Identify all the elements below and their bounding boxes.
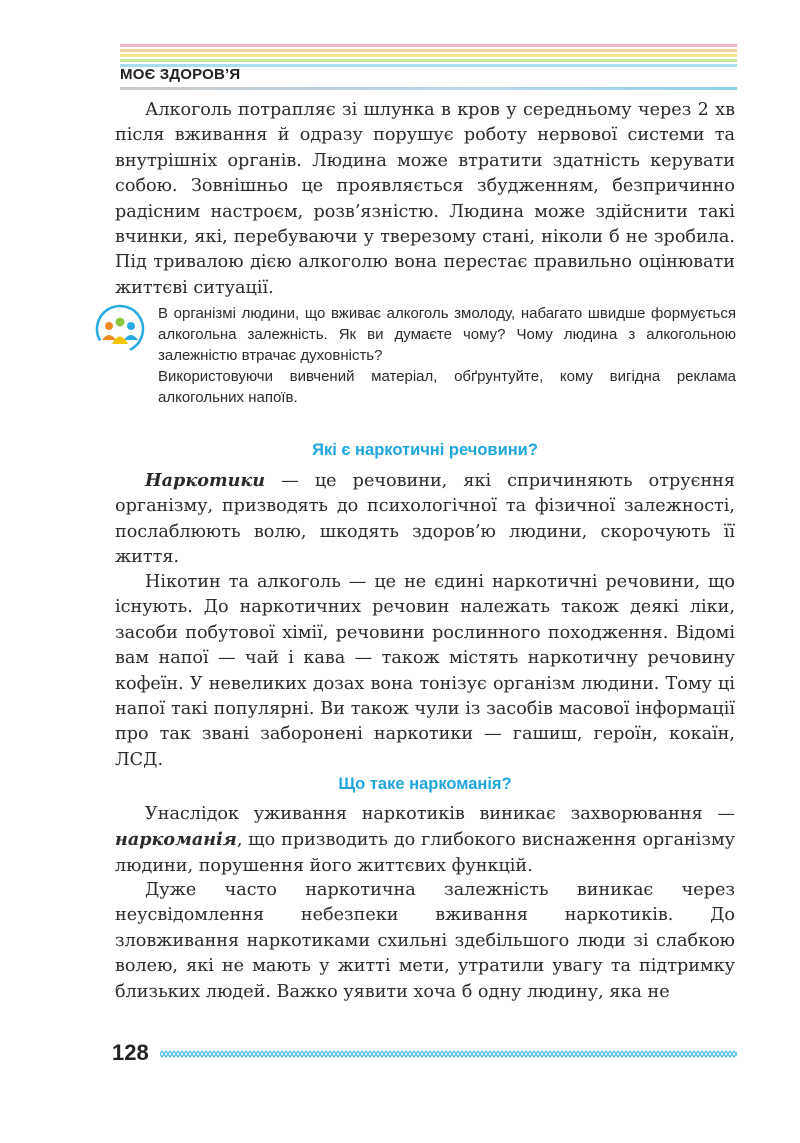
header-stripe [120, 59, 737, 62]
text-before-term: Унаслідок уживання наркотиків виникає захворювання — [145, 804, 735, 824]
header-divider [120, 87, 737, 90]
discussion-question-2: Використовуючи вивчений матеріал, обґрунтуйте, кому вигідна реклама алкогольних напоїв. [158, 368, 736, 406]
group-discussion-icon [95, 304, 145, 354]
discussion-questions [158, 303, 736, 408]
header-stripe [120, 49, 737, 52]
paragraph-alcohol-effects: Алкоголь потрапляє зі шлунка в кров у середньому через 2 хв після вживання й одразу порушує роботу нервової системи та внутрішніх органів. Людина може втратити здатність керувати собою. Зовнішньо це проявляється збудженням, безпричинно радісним настроєм, розв’язністю. Людина може здійснити такі вчинки, які, перебуваючи у тверезому стані, ніколи б не зробила. Під тривалою дією алкоголю вона перестає правильно оцінювати життєві ситуації. [115, 100, 735, 298]
header-stripe [120, 54, 737, 57]
paragraph-narcotics-definition [115, 468, 735, 571]
paragraph-addiction-causes: Дуже часто наркотична залежність виникає через неусвідомлення небезпеки вживання наркотиків. До зловживання наркотиками схильні здебільшого люди зі слабкою волею, які не мають у житті мети, утратили увагу та підтримку близьких людей. Важко уявити хоча б одну людину, яка не [115, 880, 735, 1002]
page-number: 128 [112, 1040, 149, 1065]
running-header-title: МОЄ ЗДОРОВ’Я [120, 66, 241, 83]
term-addiction: наркоманія [115, 829, 237, 851]
section-heading-narcotic-substances: Які є наркотичні речовини? [312, 441, 538, 459]
paragraph-addiction-definition [115, 802, 735, 879]
footer-wave-ornament [160, 1049, 737, 1059]
definition-text: — це речовини, які спричиняють отруєння організму, призводять до психологічної та фізичної залежності, послаблюють волю, шкодять здоров’ю людини, скорочують її життя. [115, 471, 735, 568]
term-narcotics: Наркотики [145, 470, 266, 491]
paragraph-narcotic-examples: Нікотин та алкоголь — це не єдині наркотичні речовини, що існують. До наркотичних речовин належать також деякі ліки, засоби побутової хімії, речовини рослинного походження. Відомі вам напої — чай і кава — також містять наркотичну речовину кофеїн. У невеликих дозах вона тонізує організм людини. Тому ці напої такі популярні. Ви також чули із засобів масової інформації про так звані заборонені наркотики — гашиш, героїн, кокаїн, ЛСД. [115, 572, 735, 770]
section-heading-drug-addiction: Що таке наркоманія? [338, 775, 512, 793]
header-stripe [120, 44, 737, 47]
discussion-question-1: В організмі людини, що вживає алкоголь змолоду, набагато швидше формується алкогольна залежність. Як ви думаєте чому? Чому людина з алкогольною залежністю втрачає духовність? [158, 305, 736, 364]
text-after-term: , що призводить до глибокого виснаження організму людини, порушення його життєвих функцій. [115, 830, 735, 876]
